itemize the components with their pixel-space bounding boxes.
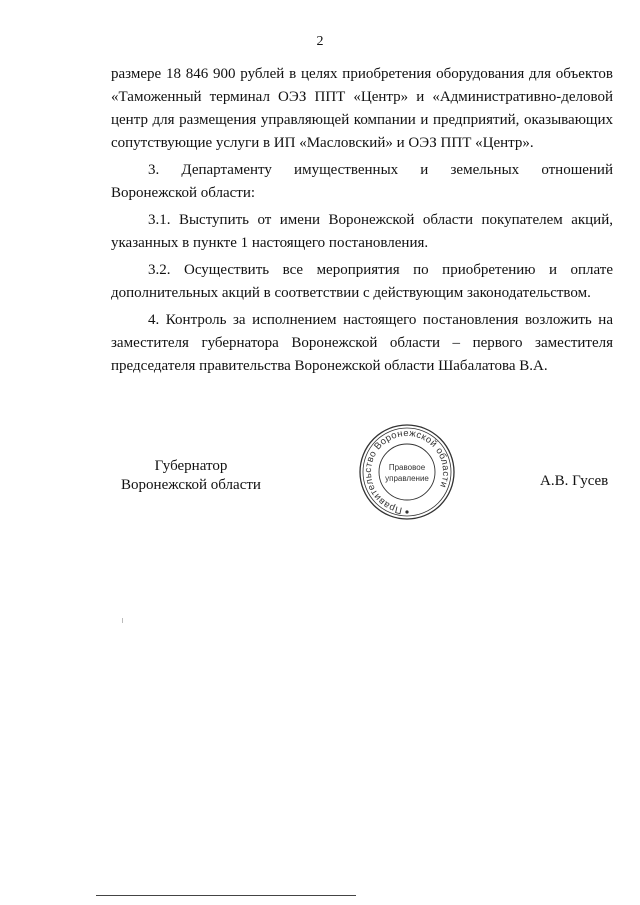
text-line: председателя правительства Воронежской области Шабалатова В.А. [111, 358, 548, 374]
footer-rule [96, 895, 356, 896]
paragraph-item-3 [111, 159, 613, 205]
signatory-title-line: Губернатор [154, 458, 228, 474]
seal-stamp [357, 420, 457, 524]
text-line: указанных в пункте 1 настоящего постановления. [111, 235, 429, 251]
signatory-title [111, 457, 271, 495]
paragraph-item-4 [111, 309, 613, 378]
text-line: «Таможенный терминал ОЭЗ ППТ «Центр» и «Административно-деловой [111, 89, 613, 105]
page-number: 2 [316, 34, 324, 49]
paragraph-item-3-2 [111, 259, 613, 305]
text-line: дополнительных акций в соответствии с действующим законодательством. [111, 285, 591, 301]
text-line: размере 18 846 900 рублей в целях приобретения оборудования для объектов [111, 66, 613, 82]
text-line: 3.2. Осуществить все мероприятия по приобретению и оплате [148, 262, 613, 278]
seal-center-line: Правовое [388, 463, 426, 472]
text-line: сопутствующие услуги в ИП «Масловский» и ОЭЗ ППТ «Центр». [111, 135, 534, 151]
signatory-name: А.В. Гусев [540, 473, 609, 489]
paragraph-continuation [111, 63, 613, 155]
seal-ring-text: Правительство Воронежской области [362, 427, 452, 516]
document-body [111, 63, 613, 382]
text-line: центр для размещения управляющей компании и предприятий, оказывающих [111, 112, 613, 128]
text-line: Воронежской области: [111, 185, 256, 201]
text-line: 3.1. Выступить от имени Воронежской области покупателем акций, [148, 212, 613, 228]
paragraph-item-3-1 [111, 209, 613, 255]
seal-center-line: управление [385, 474, 429, 483]
text-line: заместителя губернатора Воронежской области – первого заместителя [111, 335, 613, 351]
scan-mark [122, 618, 123, 623]
signatory-title-line: Воронежской области [121, 477, 261, 493]
text-line: 3. Департаменту имущественных и земельных отношений [148, 162, 613, 178]
text-line: 4. Контроль за исполнением настоящего постановления возложить на [148, 312, 613, 328]
